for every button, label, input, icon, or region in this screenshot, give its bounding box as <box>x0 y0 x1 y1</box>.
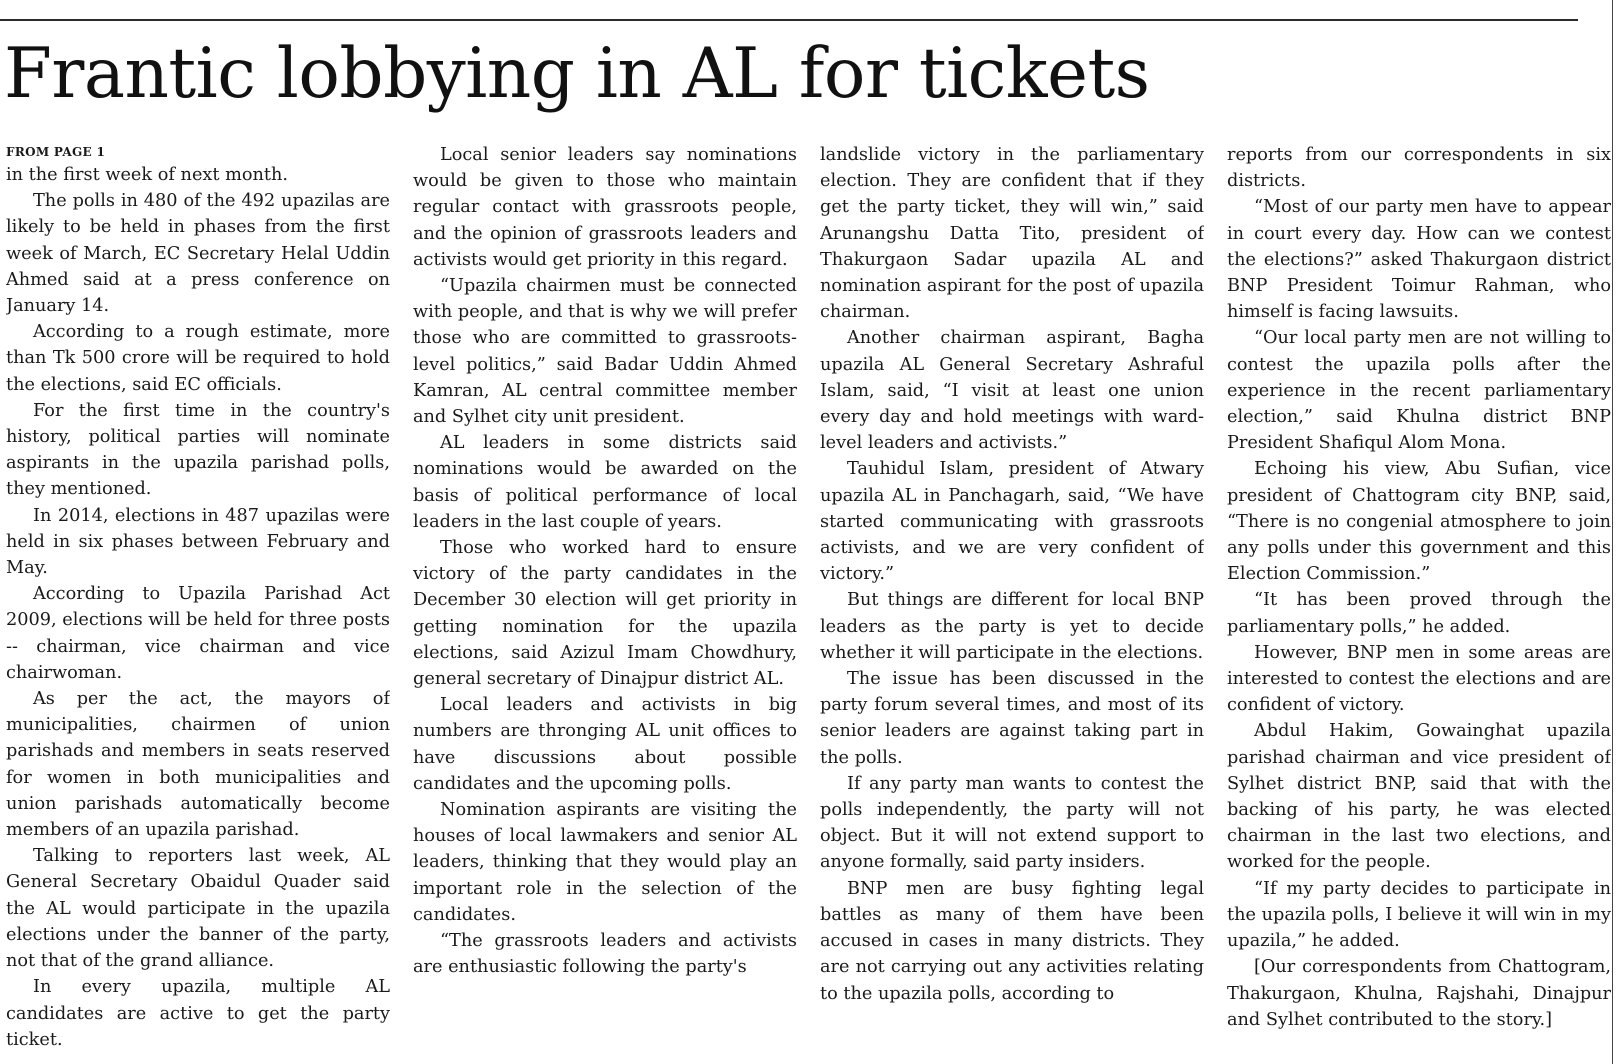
paragraph: The polls in 480 of the 492 upazilas are likely to be held in phases from the first week of March, EC Secretary Helal Uddin Ahmed said at a press conference on January 14. <box>6 191 390 317</box>
article-headline: Frantic lobbying in AL for tickets <box>4 34 1150 114</box>
paragraph: Local leaders and activists in big numbers are thronging AL unit offices to have discussions about possible candidates and the upcoming polls. <box>413 695 797 794</box>
top-rule <box>0 19 1578 21</box>
paragraph: According to Upazila Parishad Act 2009, elections will be held for three posts -- chairman, vice chairman and vice chairwoman. <box>6 584 390 683</box>
paragraph: Talking to reporters last week, AL General Secretary Obaidul Quader said the AL would participate in the upazila elections under the banner of the party, not that of the grand alliance. <box>6 846 390 972</box>
paragraph: Abdul Hakim, Gowainghat upazila parishad chairman and vice president of Sylhet district BNP, said that with the backing of his party, he was elected chairman in the last two elections, and worked for the people. <box>1227 721 1611 873</box>
paragraph: For the first time in the country's history, political parties will nominate aspirants in the upazila parishad polls, they mentioned. <box>6 400 390 500</box>
paragraph: “It has been proved through the parliamentary polls,” he added. <box>1227 590 1611 637</box>
paragraph: Local senior leaders say nominations would be given to those who maintain regular contact with grassroots people, and the opinion of grassroots leaders and activists would get priority in this regard. <box>413 145 797 270</box>
paragraph: in the first week of next month. <box>6 165 289 185</box>
paragraph: Another chairman aspirant, Bagha upazila AL General Secretary Ashraful Islam, said, “I visit at least one union every day and hold meetings with ward-level leaders and activists.” <box>820 328 1204 454</box>
paragraph: However, BNP men in some areas are interested to contest the elections and are confident of victory. <box>1227 642 1611 716</box>
paragraph: “Upazila chairmen must be connected with people, and that is why we will prefer those who are committed to grassroots-level politics,” said Badar Uddin Ahmed Kamran, AL central committee member and Sylhet city unit president. <box>413 276 797 428</box>
paragraph: Tauhidul Islam, president of Atwary upazila AL in Panchagarh, said, “We have started communicating with grassroots activists, and we are very confident of victory.” <box>820 459 1204 585</box>
paragraph: “Most of our party men have to appear in court every day. How can we contest the elections?” asked Thakurgaon district BNP President Toimur Rahman, who himself is facing lawsuits. <box>1227 197 1611 323</box>
article-column-2 <box>413 142 797 1064</box>
paragraph: BNP men are busy fighting legal battles as many of them have been accused in cases in many districts. They are not carrying out any activities relating to the upazila polls, according to <box>820 878 1204 1004</box>
paragraph: But things are different for local BNP leaders as the party is yet to decide whether it will participate in the elections. <box>820 590 1204 663</box>
paragraph: reports from our correspondents in six districts. <box>1227 145 1611 192</box>
paragraph: “Our local party men are not willing to contest the upazila polls after the experience in the recent parliamentary election,” said Khulna district BNP President Shafiqul Alom Mona. <box>1227 328 1611 454</box>
article-column-3 <box>820 142 1204 1064</box>
paragraph: Echoing his view, Abu Sufian, vice president of Chattogram city BNP, said, “There is no congenial atmosphere to join any polls under this government and this Election Commission.” <box>1227 459 1611 585</box>
paragraph: In every upazila, multiple AL candidates are active to get the party ticket. <box>6 977 390 1050</box>
article-column-4 <box>1227 142 1611 1064</box>
paragraph: [Our correspondents from Chattogram, Thakurgaon, Khulna, Rajshahi, Dinajpur and Sylhet contributed to the story.] <box>1227 957 1611 1030</box>
right-column-rule <box>1612 0 1613 1064</box>
paragraph: In 2014, elections in 487 upazilas were held in six phases between February and May. <box>6 505 390 579</box>
paragraph: Those who worked hard to ensure victory of the party candidates in the December 30 election will get priority in getting nomination for the upazila elections, said Azizul Imam Chowdhury, general secretary of Dinajpur district AL. <box>413 538 797 690</box>
paragraph: If any party man wants to contest the polls independently, the party will not object. But it will not extend support to anyone formally, said party insiders. <box>820 773 1204 873</box>
paragraph: According to a rough estimate, more than Tk 500 crore will be required to hold the elections, said EC officials. <box>6 322 390 395</box>
paragraph: “The grassroots leaders and activists are enthusiastic following the party's <box>413 931 797 978</box>
article-column-1 <box>6 142 390 1064</box>
paragraph: As per the act, the mayors of municipalities, chairmen of union parishads and members in seats reserved for women in both municipalities and union parishads automatically become members of an upazila parishad. <box>6 689 390 841</box>
continued-from-kicker: FROM PAGE 1 <box>6 145 106 159</box>
paragraph: Nomination aspirants are visiting the houses of local lawmakers and senior AL leaders, thinking that they would play an important role in the selection of the candidates. <box>413 800 797 925</box>
paragraph: AL leaders in some districts said nominations would be awarded on the basis of political performance of local leaders in the last couple of years. <box>413 433 797 532</box>
paragraph: The issue has been discussed in the party forum several times, and most of its senior leaders are against taking part in the polls. <box>820 669 1204 768</box>
paragraph: “If my party decides to participate in the upazila polls, I believe it will win in my upazila,” he added. <box>1227 878 1611 952</box>
paragraph: landslide victory in the parliamentary election. They are confident that if they get the party ticket, they will win,” said Arunangshu Datta Tito, president of Thakurgaon Sadar upazila AL and nomination aspirant for the post of upazila chairman. <box>820 145 1204 323</box>
